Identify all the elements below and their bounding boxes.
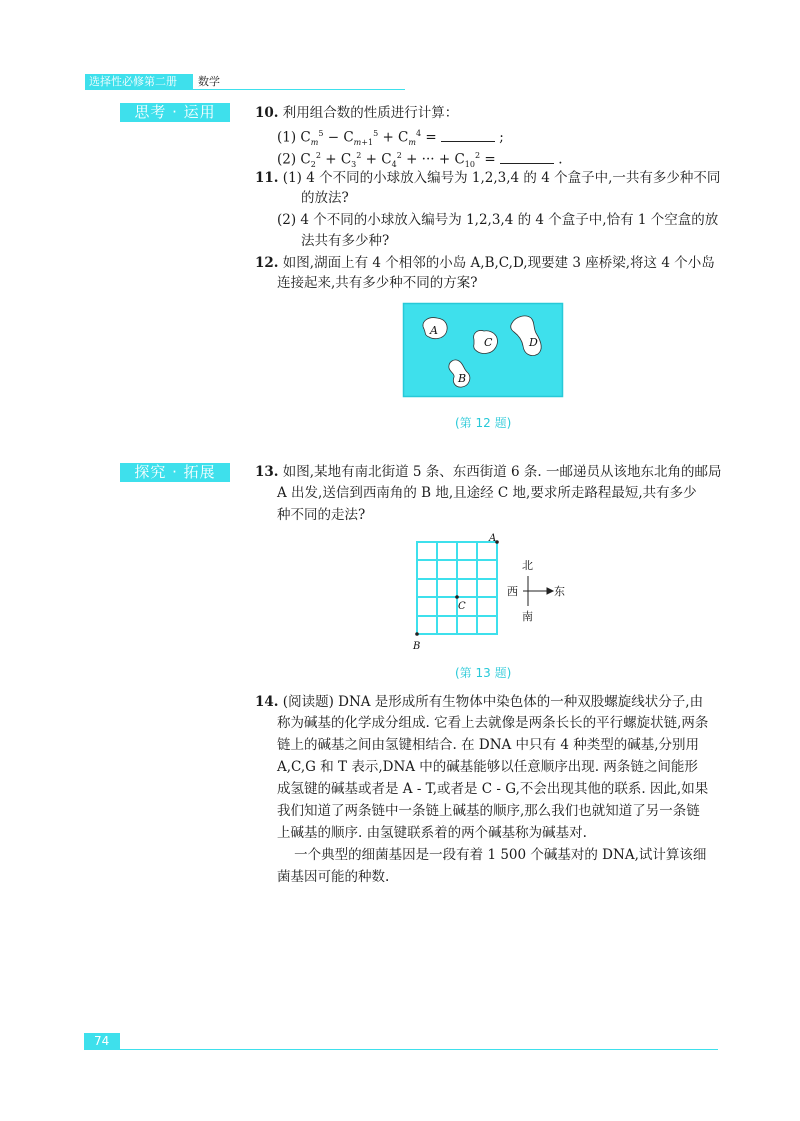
question-text: 我们知道了两条链中一条链上碱基的顺序,那么我们也就知道了另一条链 (277, 803, 700, 819)
point-label-c: C (458, 601, 466, 612)
part-label: (1) (277, 129, 297, 146)
question-text: 上碱基的顺序. 由氢键联系着的两个碱基称为碱基对. (277, 825, 587, 841)
compass-north: 北 (522, 559, 533, 572)
question-10-part2: (2) $C_2^2 + C_3^2 + C_4^2$ + ··· + $C_{10}^2$ = . (277, 151, 563, 170)
island-label-c: C (484, 336, 493, 349)
question-11 (255, 169, 720, 187)
island-label-b: B (458, 372, 467, 385)
islands-figure (402, 302, 564, 398)
answer-blank (441, 128, 495, 142)
question-text: (2) 4 个不同的小球放入编号为 1,2,3,4 的 4 个盒子中,恰有 1 个空盒的放 (277, 212, 719, 228)
question-12 (255, 254, 715, 272)
compass-east: 东 (554, 585, 565, 598)
street-grid (417, 542, 497, 634)
header-divider (85, 89, 405, 90)
question-text: 的放法? (301, 190, 349, 206)
question-10 (255, 104, 458, 122)
ellipsis: + ··· + (406, 151, 451, 168)
question-text: 称为碱基的化学成分组成. 它看上去就像是两条长长的平行螺旋状链,两条 (277, 715, 709, 731)
question-14 (255, 693, 703, 711)
figure-caption: (第 13 题) (455, 666, 512, 680)
compass-south: 南 (522, 610, 533, 623)
question-text: 链上的碱基之间由氢键相结合. 在 DNA 中只有 4 种类型的碱基,分别用 (277, 737, 700, 753)
section-explore-extend: 探究 · 拓展 (120, 463, 230, 482)
question-text: 如图,某地有南北街道 5 条、东西街道 6 条. 一邮递员从该地东北角的邮局 (282, 464, 722, 480)
compass (523, 576, 553, 606)
footer-divider (84, 1049, 718, 1050)
question-text: (阅读题) DNA 是形成所有生物体中染色体的一种双股螺旋线状分子,由 (282, 694, 704, 710)
question-text: (1) 4 个不同的小球放入编号为 1,2,3,4 的 4 个盒子中,一共有多少种不同 (282, 170, 721, 186)
question-text: 成氢键的碱基或者是 A - T,或者是 C - G,不会出现其他的联系. 因此,如果 (277, 781, 709, 797)
question-text: 菌基因可能的种数. (277, 869, 390, 885)
question-text: A 出发,送信到西南角的 B 地,且途经 C 地,要求所走路程最短,共有多少 (277, 485, 697, 501)
island-label-d: D (529, 336, 538, 349)
subject-label: 数学 (198, 75, 220, 88)
question-text: 种不同的走法? (277, 507, 366, 523)
point-label-a: A (489, 533, 497, 544)
point-c-marker (455, 595, 459, 599)
question-number: 12. (255, 255, 279, 271)
question-text: A,C,G 和 T 表示,DNA 中的碱基能够以任意顺序出现. 两条链之间能形 (277, 759, 698, 775)
figure-caption: (第 12 题) (455, 416, 512, 430)
question-number: 13. (255, 464, 279, 480)
street-grid-figure (405, 532, 565, 658)
question-text: 一个典型的细菌基因是一段有着 1 500 个碱基对的 DNA,试计算该细 (277, 847, 707, 863)
question-prompt: 利用组合数的性质进行计算： (282, 105, 459, 121)
question-number: 11. (255, 170, 279, 186)
book-title: 选择性必修第二册 (85, 74, 193, 89)
answer-blank (500, 150, 554, 164)
question-text: 法共有多少种? (301, 233, 390, 249)
question-13 (255, 463, 722, 481)
section-think-apply: 思考 · 运用 (120, 103, 230, 122)
point-b-marker (415, 632, 419, 636)
island-label-a: A (430, 324, 438, 337)
question-text: 如图,湖面上有 4 个相邻的小岛 A,B,C,D,现要建 3 座桥梁,将这 4 个小岛 (282, 255, 715, 271)
question-text: 连接起来,共有多少种不同的方案? (277, 275, 478, 291)
compass-west: 西 (507, 585, 518, 598)
question-number: 10. (255, 105, 279, 121)
question-10-part1: (1) $C_m^5 - C_{m+1}^5 + C_m^4$ = ; (277, 129, 504, 148)
question-number: 14. (255, 694, 279, 710)
page-number: 74 (84, 1033, 120, 1050)
point-label-b: B (413, 641, 421, 652)
part-label: (2) (277, 151, 297, 168)
